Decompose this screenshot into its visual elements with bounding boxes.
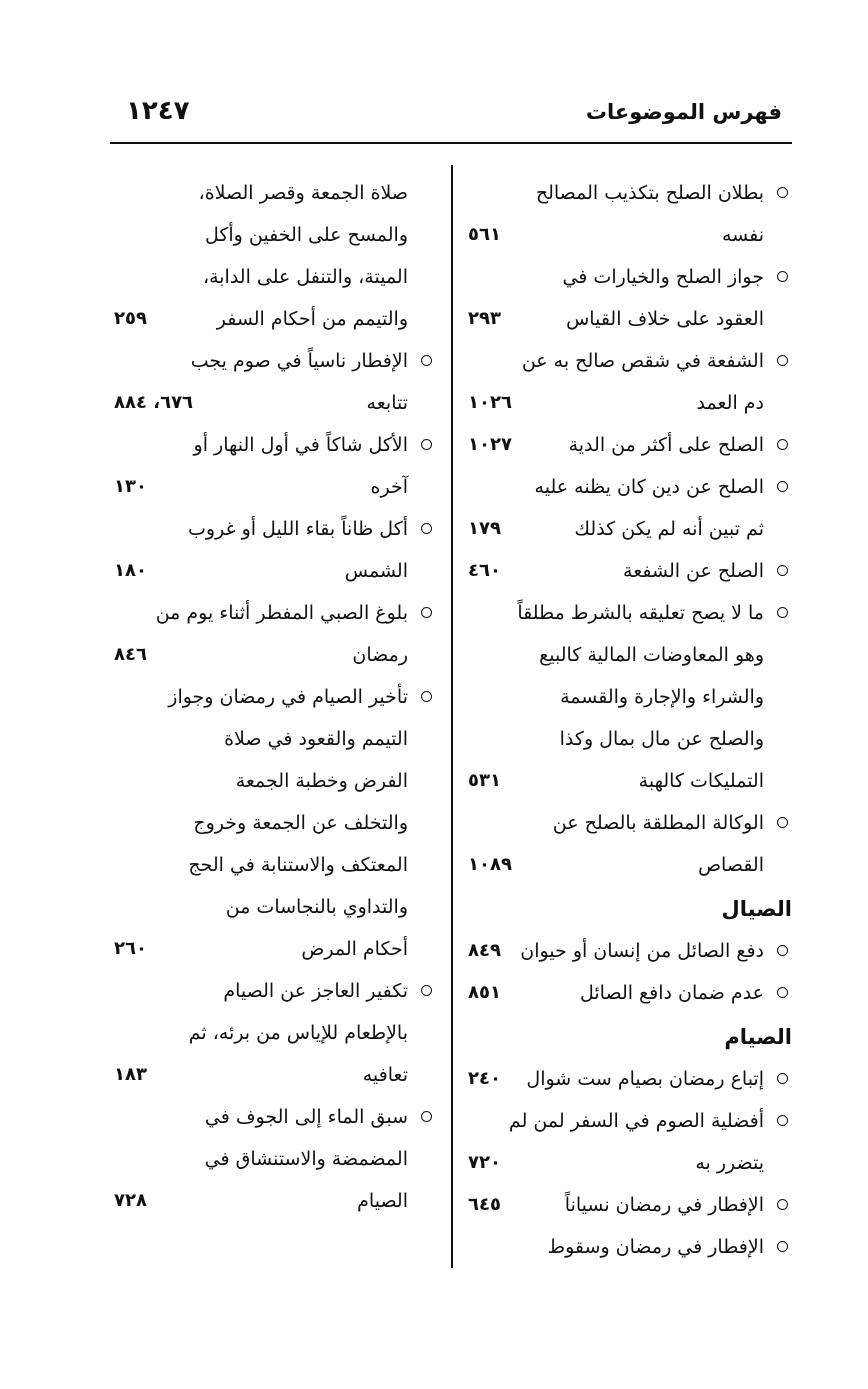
circle-bullet-icon [777,607,788,618]
entry-line [108,1012,438,1054]
entry-text: أحكام المرض [301,938,408,960]
circle-bullet-icon [421,439,432,450]
entry-line [462,214,792,256]
right-column [462,172,792,1268]
entry-line [108,970,438,1012]
entry-text: التيمم والقعود في صلاة [224,728,408,750]
entry-line [108,844,438,886]
page-header [110,96,792,134]
entry-text: عدم ضمان دافع الصائل [580,982,764,1004]
page-reference: ٢٥٩ [114,308,147,329]
entry-line [462,256,792,298]
page-reference: ٥٣١ [468,770,501,791]
page-reference: ٤٦٠ [468,560,501,581]
entry-line [462,1058,792,1100]
entry-text: الإفطار في رمضان وسقوط [547,1236,764,1258]
circle-bullet-icon [777,271,788,282]
entry-line [108,1054,438,1096]
entry-text: تتابعه [366,392,408,414]
page-number: ١٢٤٧ [126,96,190,126]
entry-text: والصلح عن مال بمال وكذا [559,728,764,750]
entry-line [462,1100,792,1142]
circle-bullet-icon [777,439,788,450]
page-reference: ١٨٠ [114,560,147,581]
entry-text: بطلان الصلح بتكذيب المصالح [535,182,764,204]
entry-text: التمليكات كالهبة [638,770,764,792]
entry-text: تكفير العاجز عن الصيام [223,980,408,1002]
page-reference: ١٣٠ [114,476,147,497]
index-entry [108,1096,438,1222]
page-reference: ١٠٢٦ [468,392,512,413]
entry-line [108,550,438,592]
index-entry [108,676,438,970]
entry-line [108,256,438,298]
circle-bullet-icon [777,355,788,366]
page-reference: ١٠٢٧ [468,434,512,455]
entry-text: إتباع رمضان بصيام ست شوال [526,1068,764,1090]
running-title: فهرس الموضوعات [585,100,782,124]
index-entry [462,466,792,550]
entry-text: العقود على خلاف القياس [566,308,764,330]
entry-line [108,214,438,256]
entry-line [108,634,438,676]
page-reference: ٢٩٣ [468,308,501,329]
entry-line [462,172,792,214]
index-entry [108,592,438,676]
entry-line [462,634,792,676]
entry-text: الميتة، والتنفل على الدابة، [202,266,408,288]
index-entry [462,1184,792,1226]
entry-text: الشفعة في شقص صالح به عن [521,350,764,372]
index-entry [462,172,792,256]
entry-text: أفضلية الصوم في السفر لمن لم [508,1110,764,1132]
entry-text: دفع الصائل من إنسان أو حيوان [520,940,764,962]
entry-text: الصلح على أكثر من الدية [568,434,764,456]
index-entry [108,970,438,1096]
entry-line [108,592,438,634]
page-reference: ٦٧٦، ٨٨٤ [114,392,194,413]
index-entry [108,340,438,424]
page-reference: ٢٤٠ [468,1068,501,1089]
page-reference: ٢٦٠ [114,938,147,959]
entry-text: الفرض وخطبة الجمعة [235,770,408,792]
entry-text: المعتكف والاستنابة في الحج [188,854,408,876]
entry-line [462,1184,792,1226]
index-entry [462,1058,792,1100]
entry-line [462,676,792,718]
index-entry [462,256,792,340]
entry-text: تعافيه [362,1064,408,1086]
entry-line [108,718,438,760]
page-reference: ٧٢٨ [114,1190,147,1211]
entry-text: الوكالة المطلقة بالصلح عن [552,812,764,834]
circle-bullet-icon [777,945,788,956]
section-heading: الصيام [724,1025,792,1049]
index-entry [462,972,792,1014]
entry-line [108,802,438,844]
page-reference: ٦٤٥ [468,1194,501,1215]
index-entry [108,424,438,508]
index-entry [462,930,792,972]
page-reference: ٨٤٦ [114,644,147,665]
entry-line [462,930,792,972]
entry-text: جواز الصلح والخيارات في [562,266,764,288]
page-reference: ٨٥١ [468,982,501,1003]
entry-line [462,424,792,466]
entry-line [108,466,438,508]
entry-line [108,676,438,718]
index-entry [462,550,792,592]
circle-bullet-icon [777,481,788,492]
entry-line [108,760,438,802]
entry-line [462,466,792,508]
entry-line [462,844,792,886]
entry-line [108,1180,438,1222]
page-reference: ١٧٩ [468,518,501,539]
column-divider [451,165,453,1268]
circle-bullet-icon [777,1073,788,1084]
entry-text: تأخير الصيام في رمضان وجواز [168,686,408,708]
entry-line [462,340,792,382]
index-entry [462,424,792,466]
circle-bullet-icon [421,523,432,534]
entry-line [108,172,438,214]
entry-text: أكل ظاناً بقاء الليل أو غروب [188,518,408,540]
circle-bullet-icon [421,1111,432,1122]
entry-text: الصلح عن الشفعة [623,560,764,582]
entry-line [462,802,792,844]
entry-line [108,1138,438,1180]
circle-bullet-icon [421,691,432,702]
entry-text: ثم تبين أنه لم يكن كذلك [574,518,764,540]
entry-line [108,382,438,424]
circle-bullet-icon [777,1241,788,1252]
page-reference: ٧٢٠ [468,1152,501,1173]
entry-line [108,886,438,928]
entry-text: بلوغ الصبي المفطر أثناء يوم من [155,602,408,624]
entry-line [108,508,438,550]
entry-text: بالإطعام للإياس من برئه، ثم [188,1022,408,1044]
page-reference: ٨٤٩ [468,940,501,961]
header-rule [110,142,792,144]
entry-text: الصيام [357,1190,408,1212]
entry-text: والتخلف عن الجمعة وخروج [193,812,408,834]
entry-text: يتضرر به [695,1152,764,1174]
entry-text: وهو المعاوضات المالية كالبيع [539,644,764,666]
entry-line [462,382,792,424]
entry-text: رمضان [352,644,408,666]
entry-text: والتداوي بالنجاسات من [225,896,408,918]
entry-text: الشمس [344,560,408,582]
entry-text: صلاة الجمعة وقصر الصلاة، [198,182,408,204]
circle-bullet-icon [421,355,432,366]
entry-line [462,550,792,592]
entry-line [462,298,792,340]
entry-text: الصلح عن دين كان يظنه عليه [534,476,764,498]
entry-text: والمسح على الخفين وأكل [204,224,408,246]
entry-text: الأكل شاكاً في أول النهار أو [193,434,408,456]
circle-bullet-icon [421,985,432,996]
entry-text: آخره [370,476,408,498]
entry-text: نفسه [721,224,764,246]
entry-line [108,1096,438,1138]
entry-line [108,928,438,970]
entry-text: والتيمم من أحكام السفر [216,308,408,330]
index-entry [108,172,438,340]
index-entry [462,340,792,424]
entry-text: دم العمد [696,392,764,414]
circle-bullet-icon [777,1199,788,1210]
page-reference: ١٨٣ [114,1064,147,1085]
page-reference: ٥٦١ [468,224,501,245]
entry-text: سبق الماء إلى الجوف في [204,1106,408,1128]
index-entry [108,508,438,592]
entry-line [462,592,792,634]
circle-bullet-icon [777,1115,788,1126]
index-entry [462,592,792,802]
index-entry [462,802,792,886]
entry-line [462,760,792,802]
circle-bullet-icon [777,987,788,998]
circle-bullet-icon [777,817,788,828]
entry-line [462,1142,792,1184]
entry-text: الإفطار في رمضان نسياناً [564,1194,764,1216]
entry-line [108,298,438,340]
left-column [108,172,438,1222]
entry-line [108,424,438,466]
index-entry [462,1100,792,1184]
entry-text: ما لا يصح تعليقه بالشرط مطلقاً [517,602,764,624]
entry-line [462,718,792,760]
entry-line [462,972,792,1014]
section-heading: الصيال [721,897,792,921]
entry-text: والشراء والإجارة والقسمة [560,686,764,708]
entry-line [462,508,792,550]
circle-bullet-icon [421,607,432,618]
page-reference: ١٠٨٩ [468,854,512,875]
index-entry [462,1226,792,1268]
circle-bullet-icon [777,187,788,198]
entry-line [462,1226,792,1268]
circle-bullet-icon [777,565,788,576]
entry-line [108,340,438,382]
entry-text: المضمضة والاستنشاق في [204,1148,408,1170]
entry-text: الإفطار ناسياً في صوم يجب [190,350,408,372]
entry-text: القصاص [698,854,764,876]
